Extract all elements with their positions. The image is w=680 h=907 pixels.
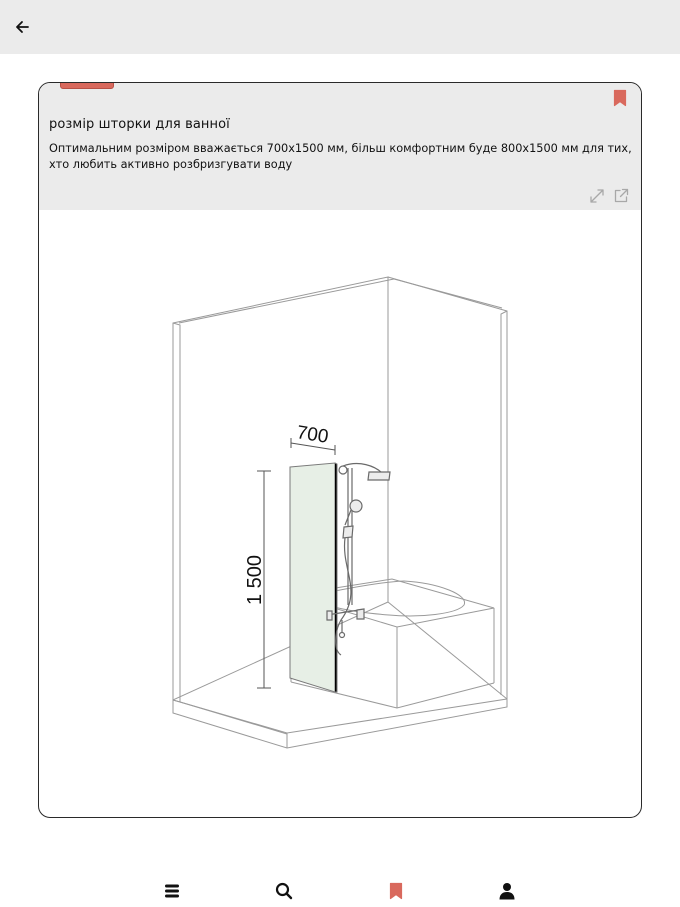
back-button[interactable] xyxy=(10,15,34,39)
menu-stack-icon xyxy=(163,882,181,900)
top-bar xyxy=(0,0,680,54)
card-description: Оптимальним розміром вважається 700х1500 мм, більш комфортним буде 800х1500 мм для тих, хто любить активно розбризгувати воду xyxy=(49,142,632,171)
expand-button[interactable] xyxy=(589,188,605,204)
bookmark-icon xyxy=(389,882,403,900)
category-tag xyxy=(60,82,114,89)
nav-bookmarks-button[interactable] xyxy=(385,880,407,902)
idea-card xyxy=(38,82,642,818)
bottom-navigation xyxy=(0,868,680,907)
bathtub-screen-illustration xyxy=(39,210,642,818)
nav-search-button[interactable] xyxy=(273,880,295,902)
external-link-icon xyxy=(613,188,629,204)
search-icon xyxy=(275,882,293,900)
nav-profile-button[interactable] xyxy=(496,880,518,902)
width-dimension-label: 700 xyxy=(295,422,330,448)
bookmark-icon xyxy=(613,89,627,107)
bookmark-button[interactable] xyxy=(613,89,627,107)
user-icon xyxy=(498,882,516,900)
expand-icon xyxy=(589,188,605,204)
nav-feed-button[interactable] xyxy=(161,880,183,902)
card-title: розмір шторки для ванної xyxy=(49,117,230,132)
arrow-left-icon xyxy=(14,19,30,35)
card-header xyxy=(39,83,641,210)
external-link-button[interactable] xyxy=(613,188,629,204)
height-dimension-label: 1 500 xyxy=(244,554,266,605)
